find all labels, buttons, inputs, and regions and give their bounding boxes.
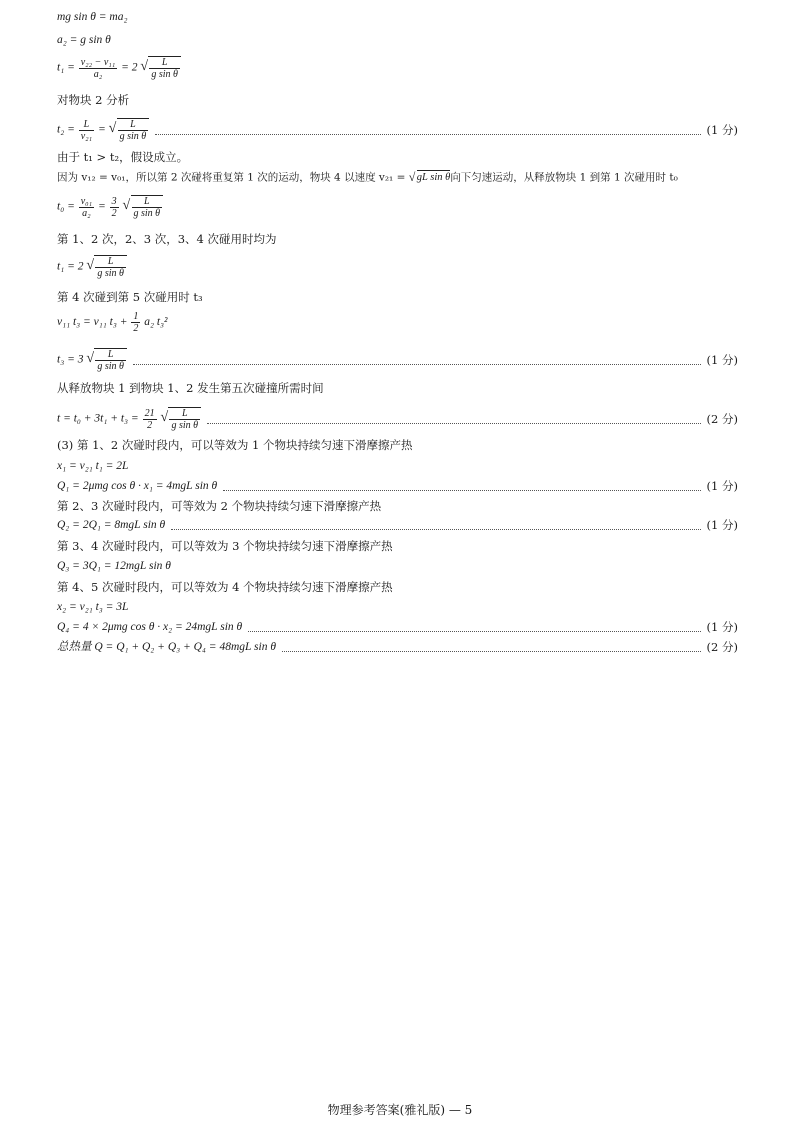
equation-part: t₃ = 3 [57,353,84,366]
numerator: L [149,57,180,69]
denominator: 2 [133,323,139,334]
denominator: 2 [147,419,153,431]
fraction [79,57,118,80]
equation: Q₁ = 2μmg cos θ · x₁ = 4mgL sin θ [57,480,218,492]
equation-part: t₁ = [57,61,75,74]
numerator: v₀₁ [80,195,93,207]
dotted-leader [133,356,701,365]
equation: Q₂ = 2Q₁ = 8mgL sin θ [57,519,166,531]
text-line: 第 2、3 次碰时段内，可等效为 2 个物块持续匀速下滑摩擦产热 [57,499,382,513]
score-label: (1 分) [706,620,738,634]
equation [57,348,127,372]
equation-part: a₂ t₃² [144,316,168,329]
denominator: g sin θ [97,268,124,279]
text-line [57,170,678,185]
numerator: L [95,256,126,268]
fraction [131,311,140,334]
square-root: √ gL sin θ [408,170,451,184]
numerator: L [169,408,200,420]
score-label: (1 分) [706,123,738,137]
equation-part: = 2 [121,61,138,74]
numerator: 21 [144,407,155,419]
score-label: (1 分) [706,518,738,532]
equation-line [57,311,168,334]
scored-equation-row [57,640,738,654]
square-root: √ $\frac{L}{\text{g sin θ}}$ [86,255,127,279]
equation-line [57,56,181,80]
score-label: (1 分) [706,479,738,493]
dotted-leader [207,415,701,424]
equation: 总热量 Q = Q₁ + Q₂ + Q₃ + Q₄ = 48mgL sin θ [57,641,277,653]
numerator: L [132,196,163,208]
square-root: √ $\frac{L}{\text{g sin θ}}$ [86,348,127,372]
denominator: g sin θ [97,361,124,372]
equation [57,407,201,431]
text-line: 第 3、4 次碰时段内，可以等效为 3 个物块持续匀速下滑摩擦产热 [57,539,393,553]
equation: Q₄ = 4 × 2μmg cos θ · x₂ = 24mgL sin θ [57,621,243,633]
equation-line: x₂ = v₂₁ t₃ = 3L [57,601,129,613]
dotted-leader [171,521,700,530]
equation-part: t₁ = 2 [57,260,84,273]
numerator: L [118,119,149,131]
scored-equation-row [57,348,738,372]
dotted-leader [223,482,700,491]
numerator: 1 [133,311,139,322]
denominator: a₂ [82,207,91,219]
equation-part: t = t₀ + 3t₁ + t₃ = [57,412,139,425]
dotted-leader [282,643,701,652]
text-part: 因为 v₁₂ = v₀₁，所以第 2 次碰将重复第 1 次的运动，物块 4 以速度 v₂₁ = [57,171,409,184]
denominator: a₂ [93,68,103,80]
text-line: 第 4 次碰到第 5 次碰用时 t₃ [57,290,203,304]
denominator: g sin θ [171,420,199,431]
equation-part: v₁₁ t₃ = v₁₁ t₃ + [57,316,128,329]
scored-equation-row [57,479,738,493]
scored-equation-row [57,518,738,532]
numerator: L [79,119,94,131]
scored-equation-row [57,620,738,634]
scored-equation-row [57,407,738,431]
square-root: √ $\frac{L}{\text{g sin θ}}$ [123,195,164,219]
page-footer: 物理参考答案(雅礼版) — 5 [327,1103,473,1117]
denominator: 2 [111,207,117,219]
denominator: g sin θ [133,208,161,219]
equation-part: t₀ = [57,200,75,213]
equation [57,118,149,142]
fraction [143,408,157,431]
equation-part: = [98,123,106,136]
equation-line: mg sin θ = ma₂ [57,11,128,23]
text-line: 对物块 2 分析 [57,93,130,107]
dotted-leader [248,623,700,632]
denominator: g sin θ [151,69,178,80]
fraction [79,119,94,142]
numerator: 3 [111,195,117,207]
equation-line: Q₃ = 3Q₁ = 12mgL sin θ [57,560,171,572]
denominator: v₂₁ [80,130,93,142]
scored-equation-row [57,118,738,142]
equation-part: t₂ = [57,123,75,136]
radicand: gL sin θ [416,172,451,183]
text-line: 第 4、5 次碰时段内，可以等效为 4 个物块持续匀速下滑摩擦产热 [57,580,393,594]
text-line: (3) 第 1、2 次碰时段内，可以等效为 1 个物块持续匀速下滑摩擦产热 [57,438,413,452]
equation-part: = [98,200,106,213]
equation-line [57,195,163,219]
square-root: √ $\frac{L}{\text{g sin θ}}$ [109,118,150,142]
fraction [110,196,119,219]
score-label: (1 分) [706,353,738,367]
text-part: 向下匀速运动，从释放物块 1 到第 1 次碰用时 t₀ [450,171,678,184]
equation-line: a₂ = g sin θ [57,34,111,46]
numerator: v₂₂ − v₁₁ [80,56,116,68]
text-line: 从释放物块 1 到物块 1、2 发生第五次碰撞所需时间 [57,381,324,395]
square-root: √ $\frac{L}{\text{g sin θ}}$ [160,407,201,431]
denominator: g sin θ [119,131,147,142]
text-line: 第 1、2 次，2、3 次，3、4 次碰用时均为 [57,232,277,246]
numerator: L [95,349,126,361]
equation-line [57,255,127,279]
score-label: (2 分) [706,640,738,654]
dotted-leader [155,126,700,135]
text-line: 由于 t₁ > t₂，假设成立。 [57,150,189,164]
square-root: √ $\frac{L}{\text{g sin θ}}$ [140,56,181,80]
score-label: (2 分) [706,412,738,426]
equation-line: x₁ = v₂₁ t₁ = 2L [57,460,129,472]
fraction [79,196,94,219]
